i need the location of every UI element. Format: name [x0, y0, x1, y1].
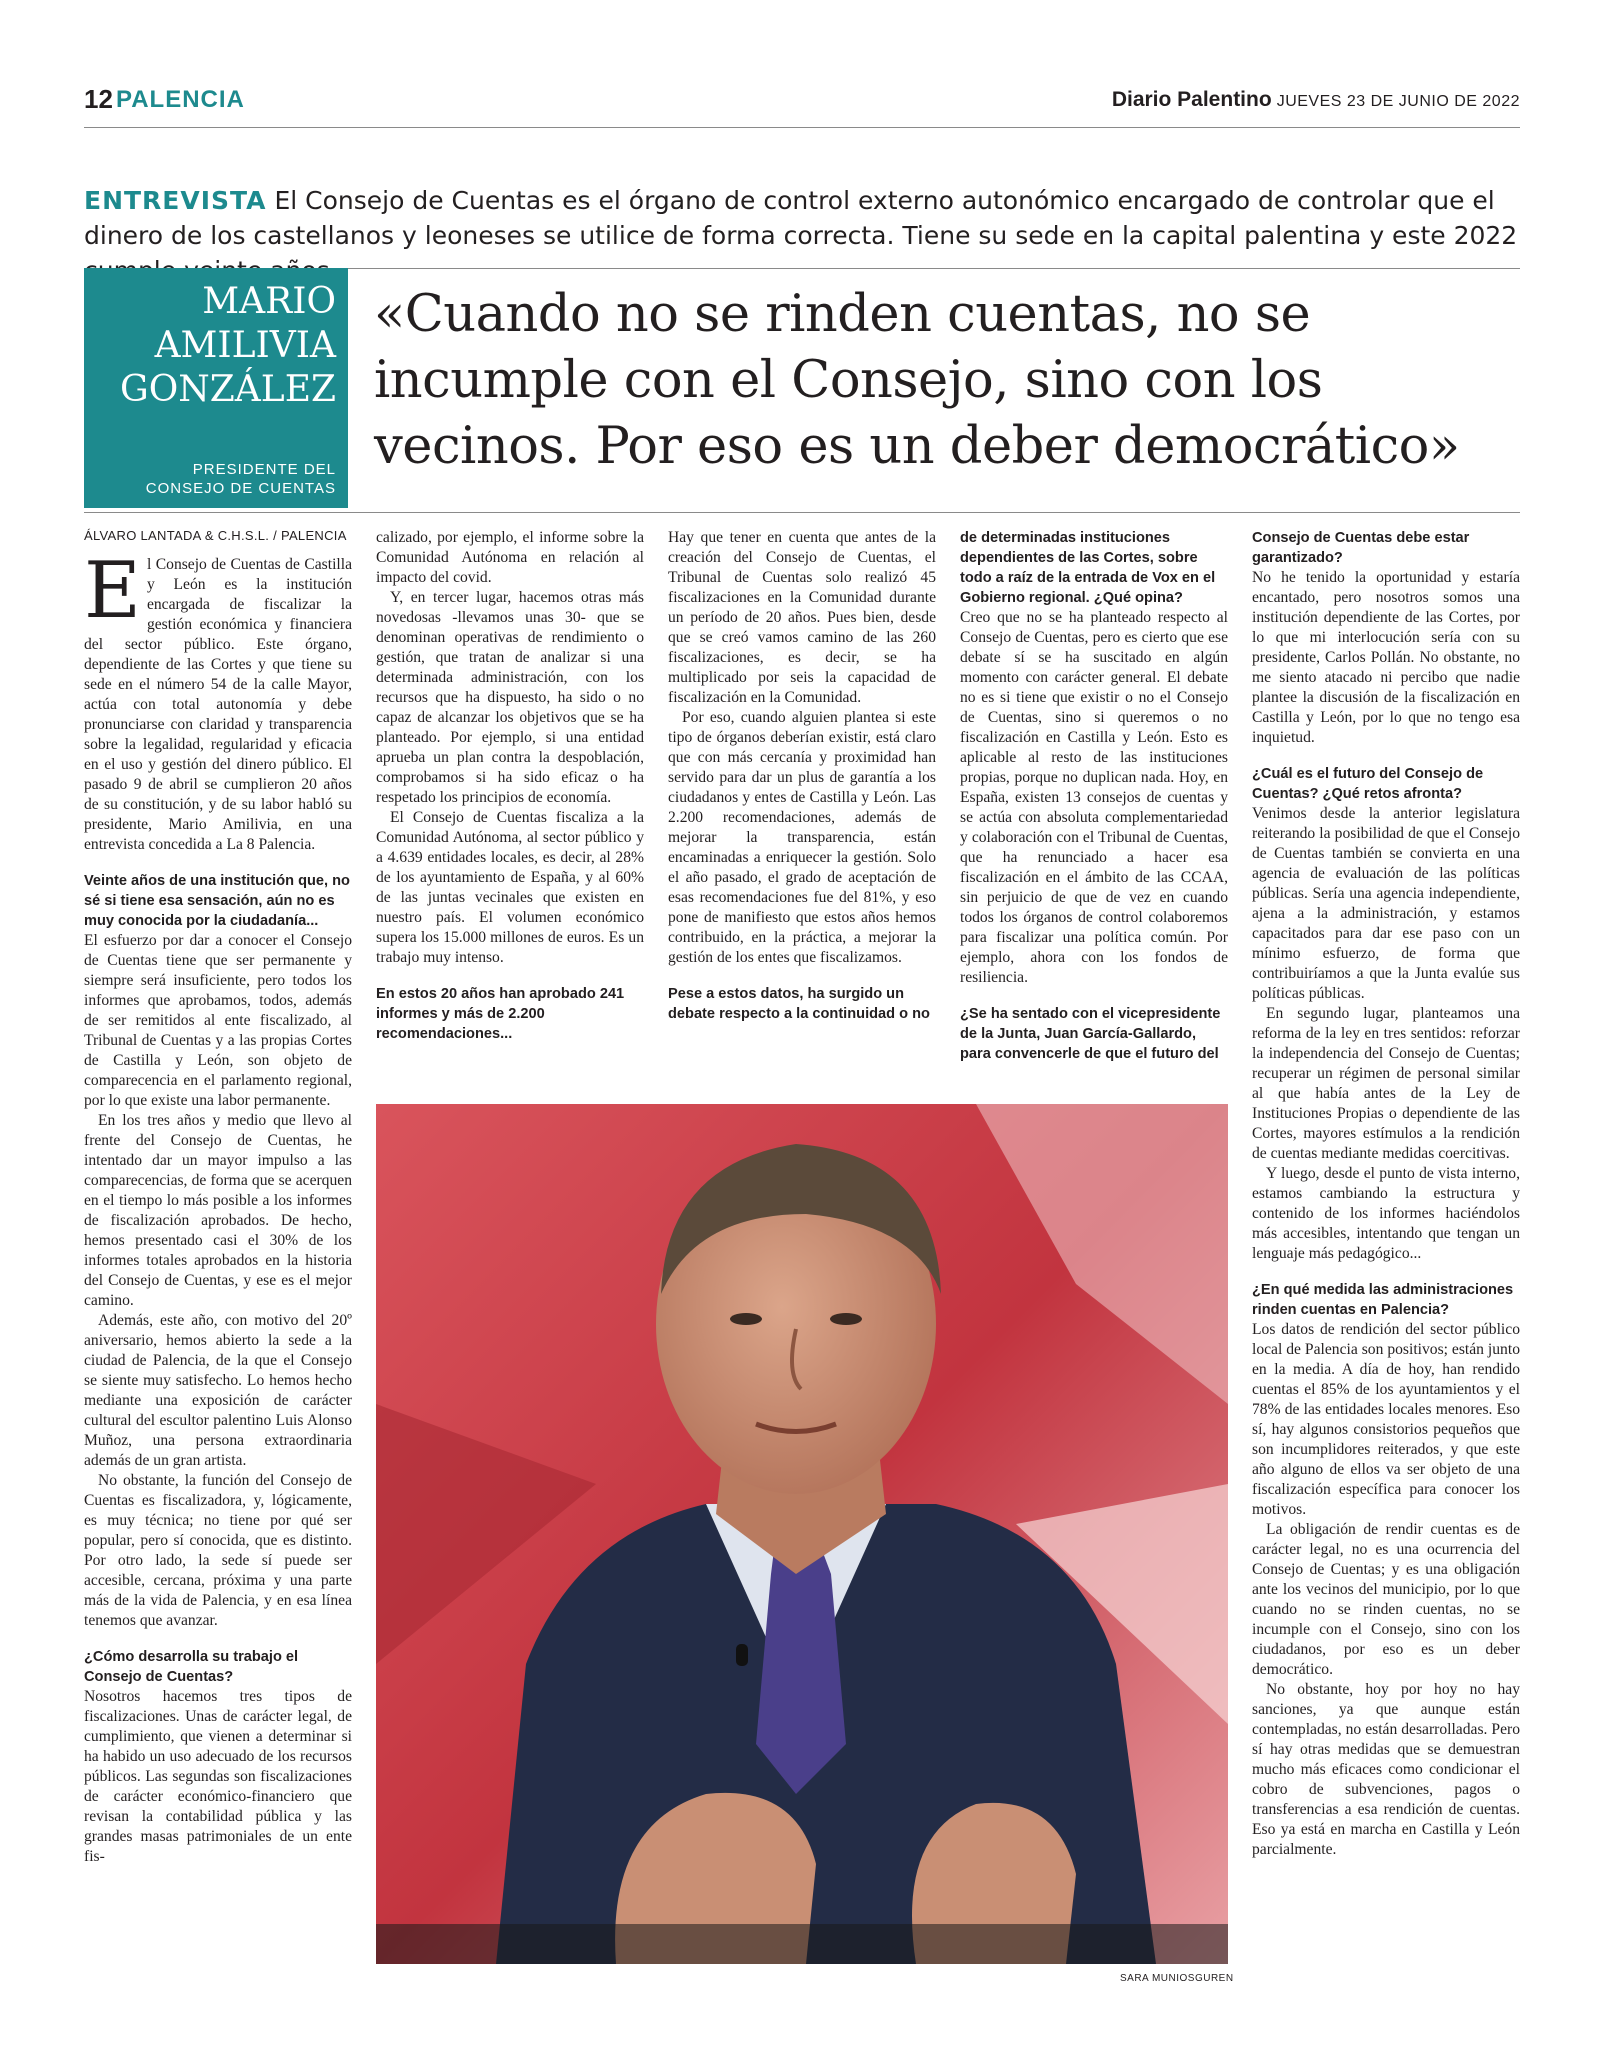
question: ¿Cuál es el futuro del Consejo de Cuentas? ¿Qué retos afronta?: [1252, 766, 1484, 802]
table-edge: [376, 1924, 1228, 1964]
paragraph: Y, en tercer lugar, hacemos otras más novedosas -llevamos unas 30- que se denominan operativas de rendimiento o gestión, que tratan de analizar si una determinada administración, con los recursos que ha dispuesto, ha sido o no capaz de alcanzar los objetivos que se ha planteado. Por ejemplo, si una entidad aprueba un plan contra la despoblación, comprobamos si ha sido eficaz o ha respetado los principios de economía.: [376, 589, 644, 806]
paragraph: Además, este año, con motivo del 20º aniversario, hemos abierto la sede a la ciudad de Palencia, de la que el Consejo se siente muy satisfecho. Lo hemos hecho mediante una exposición de carácter cultural del escultor palentino Luis Alonso Muñoz, una persona extraordinaria además de un gran artista.: [84, 1312, 352, 1469]
lapel-microphone: [736, 1644, 748, 1666]
lead-paragraph: [84, 546, 352, 855]
interviewee-name: [86, 280, 336, 412]
eye: [730, 1313, 762, 1325]
article-column-3: [668, 528, 936, 1024]
paragraph: La obligación de rendir cuentas es de carácter legal, no es una ocurrencia del Consejo de Cuentas; y es una obligación ante los vecinos del municipio, por lo que cuando no se rinden cuentas, no se incumple con el Consejo, sino con los ciudadanos, por eso es un deber democrático.: [1252, 1521, 1520, 1678]
question: En estos 20 años han aprobado 241 informes y más de 2.200 recomendaciones...: [376, 986, 625, 1042]
question: Veinte años de una institución que, no sé si tiene esa sensación, aún no es muy conocida por la ciudadanía...: [84, 873, 350, 929]
interviewee-role: [86, 460, 336, 498]
section-title: PALENCIA: [116, 86, 245, 113]
byline: ÁLVARO LANTADA & C.H.S.L. / PALENCIA: [84, 528, 347, 543]
intro-text: El Consejo de Cuentas es el órgano de control externo autonómico encargado de controlar que el dinero de los castellanos y leoneses se utilice de forma correcta. Tiene su sede en la capital palentina y este 2022: [84, 186, 1518, 250]
paragraph: Nosotros hacemos tres tipos de fiscalizaciones. Unas de carácter legal, de cumplimiento, que vienen a determinar si ha habido un uso adecuado de los recursos públicos. Las segundas son fiscalizaciones de carácter económico-financiero que revisan la contabilidad pública y las grandes masas patrimoniales de un ente fis-: [84, 1688, 352, 1865]
paragraph: En los tres años y medio que llevo al frente del Consejo de Cuentas, he intentado dar un mayor impulso a las comparecencias, de forma que se acerquen en el tiempo lo más posible a los informes de fiscalización aprobados. De hecho, hemos presentado casi el 30% de los informes totales aprobados en la historia del Consejo de Cuentas, y ese es el mejor camino.: [84, 1112, 352, 1309]
newspaper-name: Diario Palentino: [1111, 88, 1272, 111]
page-number: 12: [84, 84, 113, 114]
paragraph: El esfuerzo por dar a conocer el Consejo de Cuentas tiene que ser permanente y siempre será insuficiente, pero todos los informes que aprobamos, todos, además de ser remitidos al ente fiscalizado, al Tribunal de Cuentas y a las propias Cortes de Castilla y León, son objeto de comparecencia en el parlamento regional, por lo que existe una labor permanente.: [84, 932, 352, 1109]
headline-rule: [84, 512, 1520, 513]
masthead: [1112, 88, 1520, 112]
article-column-2: [376, 528, 644, 1044]
eye: [830, 1313, 862, 1325]
name-line: AMILIVIA: [154, 325, 336, 366]
paragraph: Creo que no se ha planteado respecto al Consejo de Cuentas, pero es cierto que ese debate sí se ha suscitado en algún momento con carácter general. El debate no es si tiene que existir o no el Consejo de Cuentas, sino si queremos o no fiscalización en Castilla y León. Esto es aplicable al resto de las instituciones propias, porque no duplican nada. Hoy, en España, existen 13 consejos de cuentas y se actúa con absoluta complementariedad y colaboración con el Tribunal de Cuentas, que ha renunciado a hacer esa fiscalización en el ámbito de las CCAA, sin perjuicio de que de vez en cuando todos los órganos de control colaboremos para fiscalizar una política común. Por ejemplo, ahora con los fondos de resiliencia.: [960, 609, 1228, 986]
question: ¿Se ha sentado con el vicepresidente de la Junta, Juan García-Gallardo, para convencerle de que el futuro del: [960, 1006, 1221, 1062]
paragraph: Venimos desde la anterior legislatura reiterando la posibilidad de que el Consejo de Cuentas también se convierta en una agencia de evaluación de las políticas públicas. Sería una agencia independiente, ajena a la administración, y estamos capacitados para dar ese paso con un mínimo esfuerzo, de forma que contribuiríamos a que la Junta evalúe sus políticas públicas.: [1252, 805, 1520, 1002]
article-column-4: [960, 528, 1228, 1064]
profile-box: [84, 268, 348, 508]
paragraph: Hay que tener en cuenta que antes de la creación del Consejo de Cuentas, el Tribunal de Cuentas solo realizó 45 fiscalizaciones en la Comunidad durante un período de 20 años. Pues bien, desde que se creó vamos camino de las 260 fiscalizaciones, es decir, se ha multiplicado por seis la capacidad de fiscalización en la Comunidad.: [668, 529, 936, 706]
header-rule: [84, 127, 1520, 128]
paragraph: En segundo lugar, planteamos una reforma de la ley en tres sentidos: reforzar la independencia del Consejo de Cuentas; recuperar un régimen de personal similar al que había antes de la Ley de Instituciones Propias o dependiente de las Cortes, mayores estímulos a la rendición de cuentas mediante medidas coercitivas.: [1252, 1005, 1520, 1162]
question: ¿En qué medida las administraciones rinden cuentas en Palencia?: [1252, 1282, 1514, 1318]
intro-label: ENTREVISTA: [84, 186, 267, 215]
paragraph: Los datos de rendición del sector público local de Palencia son positivos; están junto en la media. A día de hoy, han rendido cuentas el 85% de los ayuntamientos y el 78% de las entidades locales menores. Eso sí, hay algunos consistorios pequeños que son incumplidores reiterados, y que este año alguno de ellos va ser objeto de una fiscalización específica para conocer los motivos.: [1252, 1321, 1520, 1518]
question: de determinadas instituciones dependientes de las Cortes, sobre todo a raíz de la entrada de Vox en el Gobierno regional. ¿Qué opina?: [960, 530, 1216, 606]
paragraph: Por eso, cuando alguien plantea si este tipo de órganos deberían existir, está claro que con más cercanía y proximidad han servido para dar un plus de garantía a los ciudadanos y entes de Castilla y León. Las 2.200 recomendaciones, además de mejorar la transparencia, están encaminadas a enriquecer la gestión. Solo el año pasado, el grado de aceptación de esas recomendaciones fue del 81%, y eso pone de manifiesto que estos años hemos contribuido, en la práctica, a mejorar la gestión de los entes que fiscalizamos.: [668, 709, 936, 966]
paragraph: No obstante, hoy por hoy no hay sanciones, ya que aunque están contempladas, no están desarrolladas. Pero sí hay otras medidas que se demuestran mucho más eficaces como condicionar el cobro de subvenciones, pagos o transferencias a esa rendición de cuentas. Eso ya está en marcha en Castilla y León parcialmente.: [1252, 1681, 1520, 1858]
name-line: MARIO: [202, 281, 336, 322]
article-column-5: [1252, 528, 1520, 1860]
paragraph: calizado, por ejemplo, el informe sobre la Comunidad Autónoma en relación al impacto del covid.: [376, 529, 644, 586]
question: Consejo de Cuentas debe estar garantizado?: [1252, 530, 1470, 566]
paragraph: Y luego, desde el punto de vista interno, estamos cambiando la estructura y contenido de los informes haciéndolos más accesibles, intentando que tengan un lenguaje más pedagógico...: [1252, 1165, 1520, 1262]
question: Pese a estos datos, ha surgido un debate respecto a la continuidad o no: [668, 986, 930, 1022]
role-line: CONSEJO DE CUENTAS: [145, 480, 336, 497]
article-column-1: [84, 528, 352, 1867]
photo-credit: SARA MUNIOSGUREN: [1120, 1973, 1234, 1984]
headline: «Cuando no se rinden cuentas, no se incumple con el Consejo, sino con los vecinos. Por eso es un deber democrático»: [374, 285, 1460, 476]
interview-photo: [376, 1104, 1228, 1964]
paragraph: No he tenido la oportunidad y estaría encantado, pero nosotros somos una institución dependiente de las Cortes, por lo que mi interlocución sería con su presidente, Carlos Pollán. No obstante, no me siento atacado ni percibo que nadie plantee la discusión de la fiscalización en Castilla y León, por lo que no tengo esa inquietud.: [1252, 569, 1520, 746]
lead-text: l Consejo de Cuentas de Castilla y León es la institución encargada de fiscalizar la gestión económica y financiera del sector público. Este órgano, dependiente de las Cortes y que tiene su sede en el número 54 de la calle Mayor, actúa con total autonomía y debe pronunciarse con claridad y transparencia sobre la legalidad, regularidad y eficacia en el uso y gestión del dinero público. El pasado 9 de abril se cumplieron 20 años de su constitución, y de su labor habló su presidente, Mario Amilivia, en una entrevista concedida a La 8 Palencia.: [84, 556, 352, 853]
drop-cap: E: [84, 546, 141, 636]
paragraph: No obstante, la función del Consejo de Cuentas es fiscalizadora, y, lógicamente, es muy técnica; no tiene por qué ser popular, pero sí conocida, que es distinto. Por otro lado, la sede sí puede ser accesible, cercana, próxima y una parte más de la vida de Palencia, y en esa línea tenemos que avanzar.: [84, 1472, 352, 1629]
paragraph: El Consejo de Cuentas fiscaliza a la Comunidad Autónoma, al sector público y a 4.639 entidades locales, es decir, al 28% de los ayuntamiento de España, y al 60% de las juntas vecinales que existen en nuestro país. El volumen económico supera los 15.000 millones de euros. Es un trabajo muy intenso.: [376, 809, 644, 966]
role-line: PRESIDENTE DEL: [192, 461, 336, 478]
name-line: GONZÁLEZ: [120, 369, 336, 410]
portrait-illustration: [376, 1104, 1228, 1964]
question: ¿Cómo desarrolla su trabajo el Consejo de Cuentas?: [84, 1649, 299, 1685]
issue-date: JUEVES 23 DE JUNIO DE 2022: [1276, 93, 1520, 110]
